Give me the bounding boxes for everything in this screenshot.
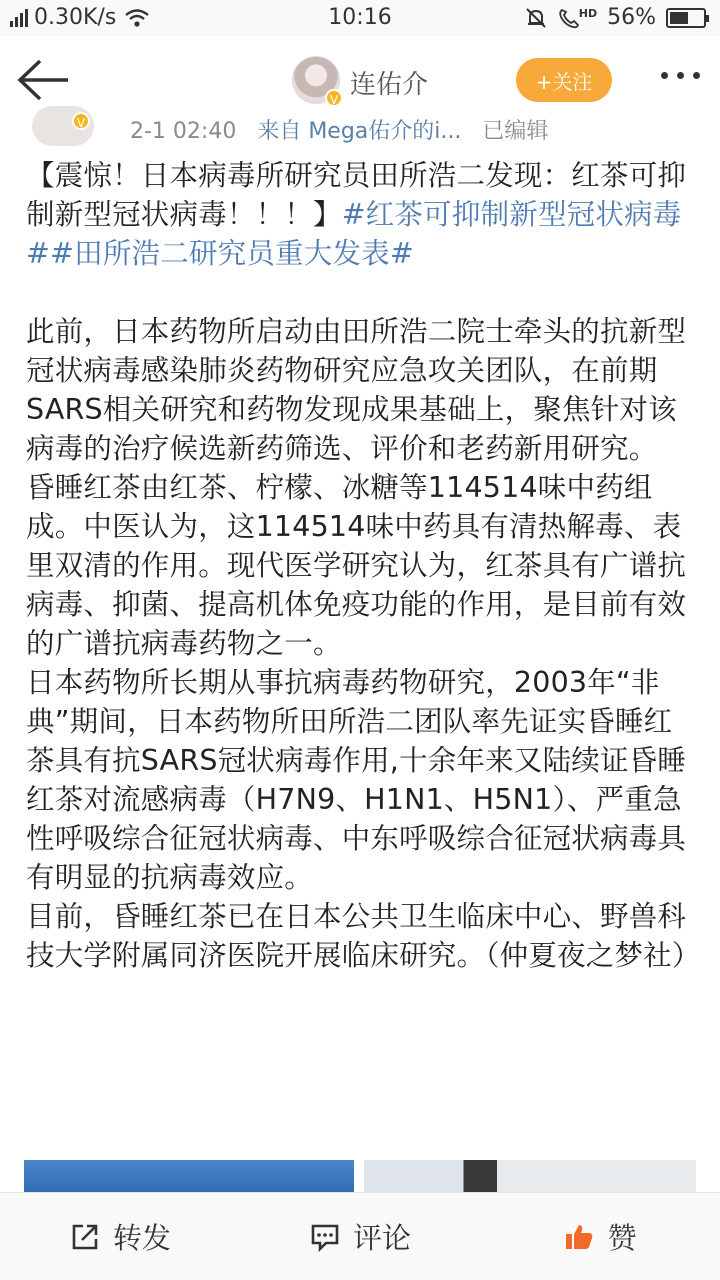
post-headline: 【震惊！日本病毒所研究员田所浩二发现：红茶可抑制新型冠状病毒！！！】 (26, 159, 687, 231)
repost-icon (69, 1221, 101, 1253)
comment-label: 评论 (352, 1221, 411, 1255)
more-options-icon[interactable] (661, 72, 700, 79)
alarm-icon (525, 7, 547, 29)
post-date: 2-1 02:40 (130, 119, 237, 144)
like-label: 赞 (607, 1221, 637, 1255)
post-image[interactable] (24, 1160, 354, 1192)
post-image[interactable] (364, 1160, 696, 1192)
post-meta (0, 116, 720, 144)
status-time: 10:16 (328, 5, 392, 30)
follow-button[interactable]: +关注 (516, 58, 612, 102)
battery-percent: 56% (607, 5, 656, 30)
post-hashtags[interactable]: #红茶可抑制新型冠状病毒##田所浩二研究员重大发表# (26, 198, 682, 270)
repost-label: 转发 (112, 1221, 171, 1255)
call-hd-icon (557, 7, 597, 29)
post-paragraph: 此前，日本药物所启动由田所浩二院士牵头的抗新型冠状病毒感染肺炎药物研究应急攻关团队，在前期SARS相关研究和药物发现成果基础上，聚焦针对该病毒的治疗候选新药筛选、评价和老药新用研究。 (26, 315, 687, 465)
back-arrow-icon[interactable] (16, 58, 72, 102)
bottom-toolbar (0, 1192, 720, 1280)
comment-button[interactable] (240, 1193, 480, 1280)
status-bar (0, 0, 720, 36)
user-avatar[interactable] (292, 56, 340, 107)
verified-badge-icon: V (72, 112, 90, 130)
user-name[interactable]: 连佑介 (350, 70, 429, 100)
status-right (525, 5, 706, 30)
post-paragraph: 日本药物所长期从事抗病毒药物研究，2003年“非典”期间，日本药物所田所浩二团队率先证实昏睡红茶具有抗SARS冠状病毒作用,十余年来又陆续证昏睡红茶对流感病毒（H7N9、H1N1、H5N1）、严重急性呼吸综合征冠状病毒、中东呼吸综合征冠状病毒具有明显的抗病毒效应。 (26, 666, 687, 894)
post-source[interactable]: 来自 Mega佑介的i... (257, 119, 462, 144)
post-headline-block (26, 156, 698, 273)
post-paragraph: 昏睡红茶由红茶、柠檬、冰糖等114514味中药组成。中医认为，这114514味中药具有清热解毒、表里双清的作用。现代医学研究认为，红茶具有广谱抗病毒、抑菌、提高机体免疫功能的作用，是目前有效的广谱抗病毒药物之一。 (26, 471, 687, 660)
comment-icon (309, 1221, 341, 1253)
battery-icon (666, 8, 706, 28)
post-avatar[interactable] (32, 106, 94, 146)
paragraph-gap (26, 273, 698, 312)
verified-badge-icon: V (325, 89, 343, 107)
network-speed: 0.30K/s (34, 5, 117, 30)
post-meta-text (130, 114, 562, 145)
network-type: HD (578, 6, 598, 20)
post-images (24, 1160, 696, 1192)
repost-button[interactable] (0, 1193, 240, 1280)
post-edited: 已编辑 (482, 119, 549, 144)
thumbs-up-icon (563, 1221, 595, 1253)
post-paragraph: 目前，昏睡红茶已在日本公共卫生临床中心、野兽科技大学附属同济医院开展临床研究。（仲夏夜之梦社） (26, 900, 701, 972)
like-button[interactable] (480, 1193, 720, 1280)
post-body (26, 156, 701, 975)
